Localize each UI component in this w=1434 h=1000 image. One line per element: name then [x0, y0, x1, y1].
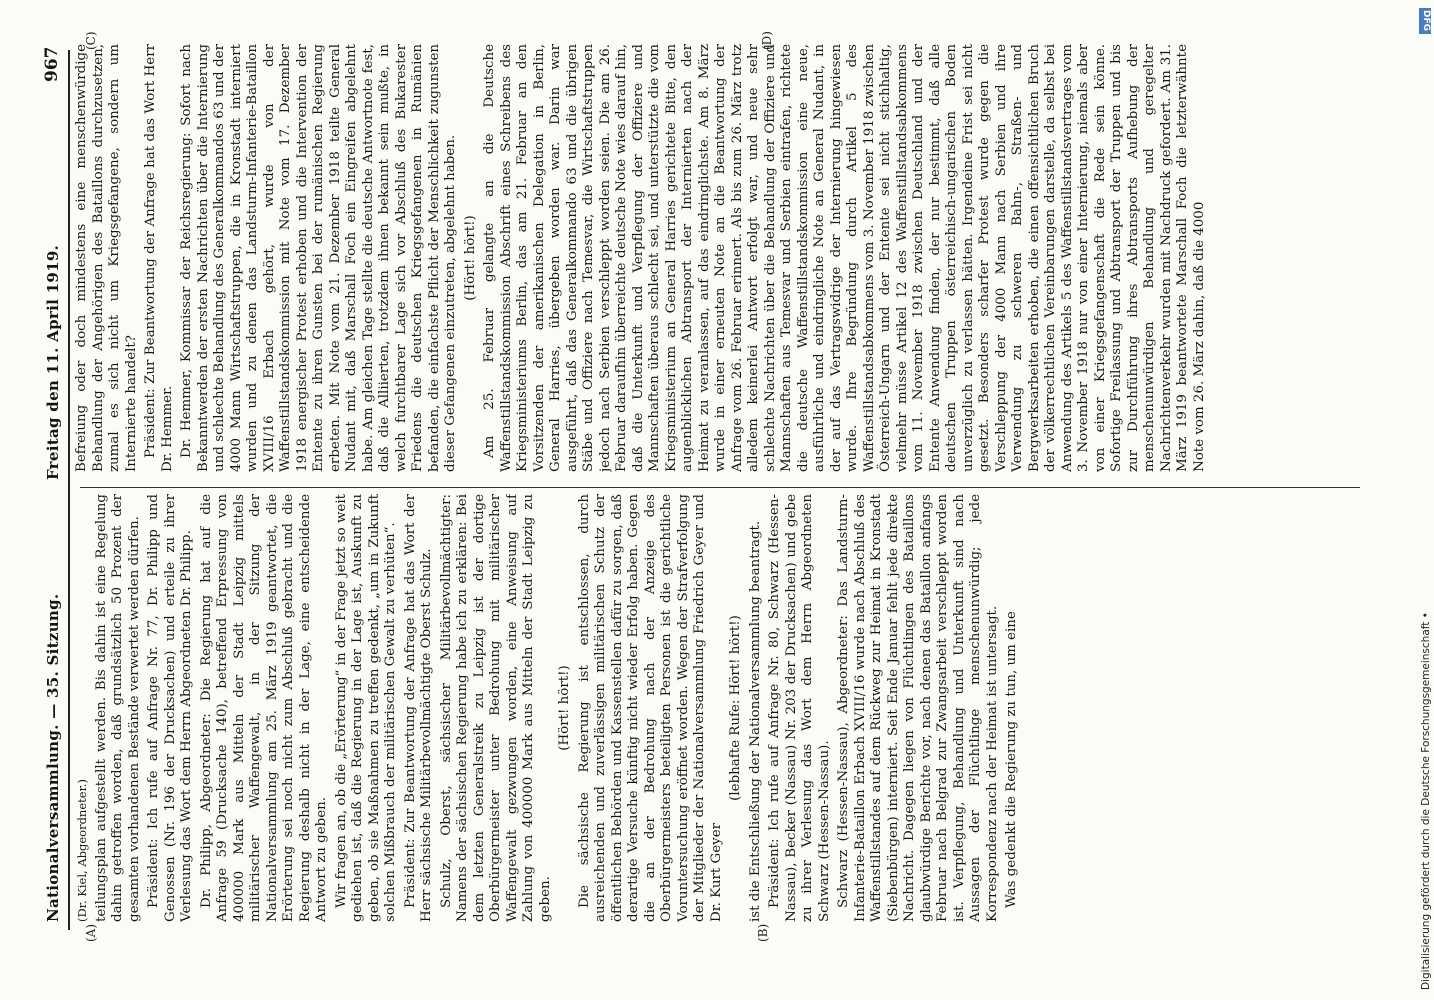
header-session-title: Nationalversammlung. — 35. Sitzung.: [44, 593, 62, 922]
paragraph-l7: Schulz, Oberst, sächsischer Militärbevollmächtigter: Namens der sächsischen Regierung habe ich zu erklären: Bei dem letzten Generalstreik zu Leipzig ist der dortige Oberbürgermeister unter Bedrohung mit militärischer Waffengewalt gezwungen worden, eine Anweisung auf Zahlung von 400000 Mark aus Mitteln der Stadt Leipzig zu geben.: [438, 494, 553, 922]
paragraph-l9: Die sächsische Regierung ist entschlossen, durch ausreichenden und zuverlässigen militärischen Schutz der öffentlichen Behörden und Kassenstellen dafür zu sorgen, daß derartige Versuche künftig nicht wieder Erfolg haben. Gegen die an der Bedrohung nach der Anzeige des Oberbürgermeisters beteiligten Personen ist die gerichtliche Voruntersuchung eröffnet worden. Wegen der Strafverfolgung der Mitglieder der Nationalversammlung Friedrich Geyer und Dr. Kurt Geyer: [576, 494, 724, 922]
column-divider: [80, 487, 1360, 488]
paragraph-l14: Was gedenkt die Regierung zu tun, um eine: [1004, 611, 1019, 908]
credit-text: Digitalisierung gefördert durch die Deutsche Forschungsgemeinschaft •: [1420, 612, 1432, 990]
paragraph-l8: (Hört! hört!): [557, 665, 572, 751]
digitization-credit: [1386, 0, 1434, 1000]
paragraph-l11: ist die Entschließung der Nationalversammlung beantragt.: [747, 520, 763, 922]
paragraph-l2: teilungsplan aufgestellt werden. Bis dahin ist eine Regelung dahin getroffen worden, daß grundsätzlich 50 Prozent der gesamten vorhandenen Bestände verwertet werden dürfen.: [93, 494, 142, 922]
paragraph-r3: Dr. Hemmer, Kommissar der Reichsregierung: Sofort nach Bekanntwerden der ersten Nachrichten über die Internierung und schlechte Behandlung des Generalkommandos 63 und der 4000 Mann Wirtschaftstruppen, die in Kronstadt interniert wurden und zu denen das Landsturm-Infanterie-Bataillon XVIII/16 Erbach gehört, wurde von der Waffenstillstandskommission mit Note vom 17. Dezember 1918 energischer Protest erhoben und die Intervention der Entente zu ihren Gunsten bei der rumänischen Regierung erbeten. Mit Note vom 21. Dezember 1918 teilte General Nudant mit, daß Marschall Foch ein Eingreifen abgelehnt habe. Am gleichen Tage stellte die deutsche Antwortnote fest, daß die Alliierten, trotzdem ihnen bekannt sein mußte, in welch furchtbarer Lage sich vor Abschluß des Bukarester Friedens die deutschen Kriegsgefangenen in Rumänien befanden, die einfachste Pflicht der Menschlichkeit zugunsten dieser Gefangenen einzutreten, abgelehnt haben.: [179, 44, 458, 472]
paragraph-r1: Befreiung oder doch mindestens eine menschenwürdige Behandlung der Angehörigen des Bataillons durchzusetzen, zumal es sich nicht um Kriegsgefangene, sondern um Internierte handelt?: [74, 44, 139, 472]
paragraph-l13: Schwarz (Hessen-Nassau), Abgeordneter: Das Landsturm-Infanterie-Bataillon Erbach XVIII/16 wurde nach Abschluß des Waffenstillstandes auf dem Rückweg zur Heimat in Kronstadt (Siebenbürgen) interniert. Seit Ende Januar fehlt jede direkte Nachricht. Dagegen liegen von Flüchtlingen des Bataillons glaubwürdige Berichte vor, nach denen das Bataillon anfangs Februar nach Belgrad zur Zwangsarbeit verschleppt worden ist. Verpflegung, Behandlung und Unterkunft sind nach Aussagen der Flüchtlinge menschenunwürdig; jede Korrespondenz nach der Heimat ist untersagt.: [836, 494, 1000, 922]
margin-mark-c: (C): [84, 31, 98, 50]
paragraph-l1: (Dr. Kiel, Abgeordneter.): [75, 779, 89, 922]
paragraph-l5: Wir fragen an, ob die „Erörterung“ in der Frage jetzt so weit gediehen ist, daß die Regierung in der Lage ist, Auskunft zu geben, ob sie Maßnahmen zu treffen gedenkt, „um in Zukunft solchen Mißbrauch der militärischen Gewalt zu verhüten“.: [333, 494, 398, 922]
margin-mark-a: (A): [84, 923, 98, 942]
page-number: 967: [42, 46, 62, 82]
paragraph-l3: Präsident: Ich rufe auf Anfrage Nr. 77, Dr. Philipp und Genossen (Nr. 196 der Drucksachen) und erteile zu ihrer Verlesung das Wort dem Herrn Abgeordneten Dr. Philipp.: [146, 494, 194, 922]
paragraph-l6: Präsident: Zur Beantwortung der Anfrage hat das Wort der Herr sächsische Militärbevollmächtigte Oberst Schulz.: [402, 494, 434, 922]
margin-mark-b: (B): [756, 923, 770, 942]
right-column: [74, 44, 1364, 472]
paragraph-l10: (lebhafte Rufe: Hört! hört!): [728, 615, 743, 801]
header-rule: [68, 50, 70, 930]
margin-mark-d: (D): [760, 31, 774, 50]
paragraph-r2: Präsident: Zur Beantwortung der Anfrage hat das Wort Herr Dr. Hemmer.: [143, 44, 175, 472]
paragraph-l4: Dr. Philipp, Abgeordneter: Die Regierung hat auf die Anfrage 59 (Drucksache 140), betreffend Erpressung von 400000 Mark aus Mitteln der Stadt Leipzig mittels militärischer Waffengewalt, in der Sitzung der Nationalversammlung am 25. März 1919 geantwortet, die Erörterung sei noch nicht zum Abschluß gebracht und die Regierung deshalb nicht in der Lage, eine entscheidende Antwort zu geben.: [198, 494, 329, 922]
header-date: Freitag den 11. April 1919.: [44, 244, 62, 480]
paragraph-r5: Am 25. Februar gelangte an die Deutsche Waffenstillstandskommission Abschrift eines Schreibens des Kriegsministeriums Berlin, das am 21. Februar an den Vorsitzenden der amerikanischen Delegation in Berlin, General Harries, übergeben worden war. Darin war ausgeführt, daß das Generalkommando 63 und die übrigen Stäbe und Offiziere nach Temesvar, die Wirtschaftstruppen jedoch nach Serbien verschleppt worden seien. Die am 26. Februar daraufhin überreichte deutsche Note wies darauf hin, daß die Unterkunft und Verpflegung der Offiziere und Mannschaften überaus schlecht sei, und unterstützte die vom Kriegsministerium an General Harries gerichtete Bitte, den augenblicklichen Abtransport der Internierten nach der Heimat zu veranlassen, auf das eindringlichste. Am 8. März wurde in einer erneuten Note an die Beantwortung der Anfrage vom 26. Februar erinnert. Als bis zum 26. März trotz alledem keinerlei Antwort erfolgt war, und neue sehr schlechte Nachrichten über die Behandlung der Offiziere und Mannschaften aus Temesvar und Serbien eintrafen, richtete die deutsche Waffenstillstandskommission eine neue, ausführliche und eindringliche Note an General Nudant, in der auf das Vertragswidrige der Internierung hingewiesen wurde. Ihre Begründung durch Artikel 5 des Waffenstillstandsabkommens vom 3. November 1918 zwischen Österreich-Ungarn und der Entente sei nicht stichhaltig, vielmehr müsse Artikel 12 des Waffenstillstandsabkommens vom 11. November 1918 zwischen Deutschland und der Entente Anwendung finden, der nur bestimmt, daß alle deutschen Truppen österreichisch-ungarischen Boden unverzüglich zu verlassen hätten. Irgendeine Frist sei nicht gesetzt. Besonders scharfer Protest wurde gegen die Verschleppung der 4000 Mann nach Serbien und ihre Verwendung zu schweren Bahn-, Straßen- und Bergwerksarbeiten erhoben, die einen offensichtlichen Bruch der völkerrechtlichen Vereinbarungen darstelle, da selbst bei Anwendung des Artikels 5 des Waffenstillstandsvertrages vom 3. November 1918 nur von einer Internierung, niemals aber von einer Kriegsgefangenschaft die Rede sein könne. Sofortige Freilassung und Abtransport der Truppen und bis zur Durchführung ihres Abtransports Aufhebung der menschenunwürdigen Behandlung und geregelter Nachrichtenverkehr wurden mit Nachdruck gefordert. Am 31. März 1919 beantwortete Marschall Foch die letzterwähnte Note vom 26. März dahin, daß die 4000: [482, 44, 1207, 472]
left-column: [74, 494, 1364, 922]
paragraph-r4: (Hört! hört!): [462, 215, 478, 301]
dfg-logo: DFG: [1419, 8, 1431, 34]
paragraph-l12: Präsident: Ich rufe auf Anfrage Nr. 80, Schwarz (Hessen-Nassau), Becker (Nassau) Nr. 203 der Drucksachen) und gebe zu ihrer Verlesung das Wort dem Herrn Abgeordneten Schwarz (Hessen-Nassau).: [767, 494, 832, 922]
